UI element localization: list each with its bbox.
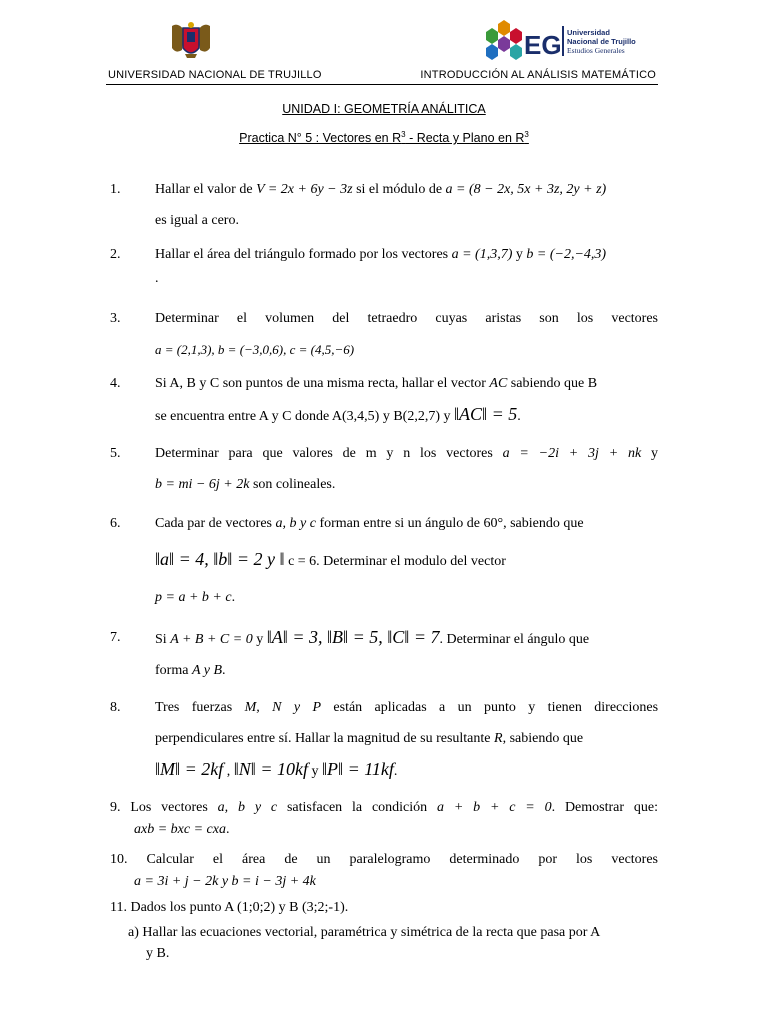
problem-number: 8.	[110, 700, 121, 715]
problem-number: 7.	[110, 630, 121, 645]
problem-7: Si A + B + C = 0 y ‖A‖ = 3, ‖B‖ = 5, ‖C‖ = 7. Determinar el ángulo que forma A y B.	[155, 627, 590, 678]
problem-2: Hallar el área del triángulo formado por los vectores a = (1,3,7) y b = (−2,−4,3) .	[155, 247, 607, 286]
svg-text:Estudios Generales: Estudios Generales	[567, 46, 625, 55]
problem-10: 10. Calcular el área de un paralelogramo determinado por los vectores a = 3i + j − 2k y b = i − 3j + 4k	[110, 852, 658, 889]
problem-5: Determinar para que valores de m y n los vectores a = −2i + 3j + nk y b = mi − 6j + 2k son colineales.	[155, 446, 659, 492]
problem-number: 5.	[110, 446, 121, 461]
problem-8: Tres fuerzas M, N y P están aplicadas a un punto y tienen direcciones perpendiculares entre sí. Hallar la magnitud de su resultante R, sabiendo que ‖M‖ = 2kf , ‖N‖ = 10kf y ‖P‖ = 11kf.	[155, 700, 659, 779]
problem-number: 4.	[110, 376, 121, 391]
problem-number: 6.	[110, 516, 121, 531]
problem-6: Cada par de vectores a, b y c forman entre si un ángulo de 60°, sabiendo que ‖a‖ = 4, ‖b‖ = 2 y ‖ c = 6. Determinar el modulo del vector p = a + b + c.	[155, 516, 584, 605]
svg-text:EG: EG	[524, 30, 562, 60]
problem-11a: a) Hallar las ecuaciones vectorial, paramétrica y simétrica de la recta que pasa por A y B.	[128, 925, 601, 961]
header-divider	[106, 84, 658, 85]
problem-number: 1.	[110, 182, 121, 197]
problem-9: 9. Los vectores a, b y c satisfacen la condición a + b + c = 0. Demostrar que: axb = bxc = cxa.	[110, 800, 658, 837]
problem-11: 11. Dados los punto A (1;0;2) y B (3;2;-1).	[110, 900, 349, 915]
unit-title: UNIDAD I: GEOMETRÍA ANÁLITICA	[282, 102, 486, 116]
problem-3: Determinar el volumen del tetraedro cuyas aristas son los vectores a = (2,1,3), b = (−3,0,6), c = (4,5,−6)	[155, 311, 658, 357]
practice-title: Practica N° 5 : Vectores en $R^3$ - Recta y Plano en $R^3$	[239, 130, 529, 146]
problem-number: 2.	[110, 247, 121, 262]
estudios-generales-logo	[478, 18, 638, 64]
header-university: UNIVERSIDAD NACIONAL DE TRUJILLO	[108, 69, 322, 81]
university-crest-logo	[168, 20, 214, 60]
problem-number: 3.	[110, 311, 121, 326]
svg-text:Nacional de Trujillo: Nacional de Trujillo	[567, 37, 636, 46]
problem-1: Hallar el valor de V = 2x + 6y − 3z si el módulo de a = (8 − 2x, 5x + 3z, 2y + z) es igual a cero.	[155, 182, 607, 228]
svg-text:Universidad: Universidad	[567, 28, 610, 37]
problem-4: Si A, B y C son puntos de una misma recta, hallar el vector AC sabiendo que B se encuentra entre A y C donde A(3,4,5) y B(2,2,7) y ‖AC‖ = 5.	[155, 376, 598, 424]
header-course: INTRODUCCIÓN AL ANÁLISIS MATEMÁTICO	[420, 69, 656, 81]
